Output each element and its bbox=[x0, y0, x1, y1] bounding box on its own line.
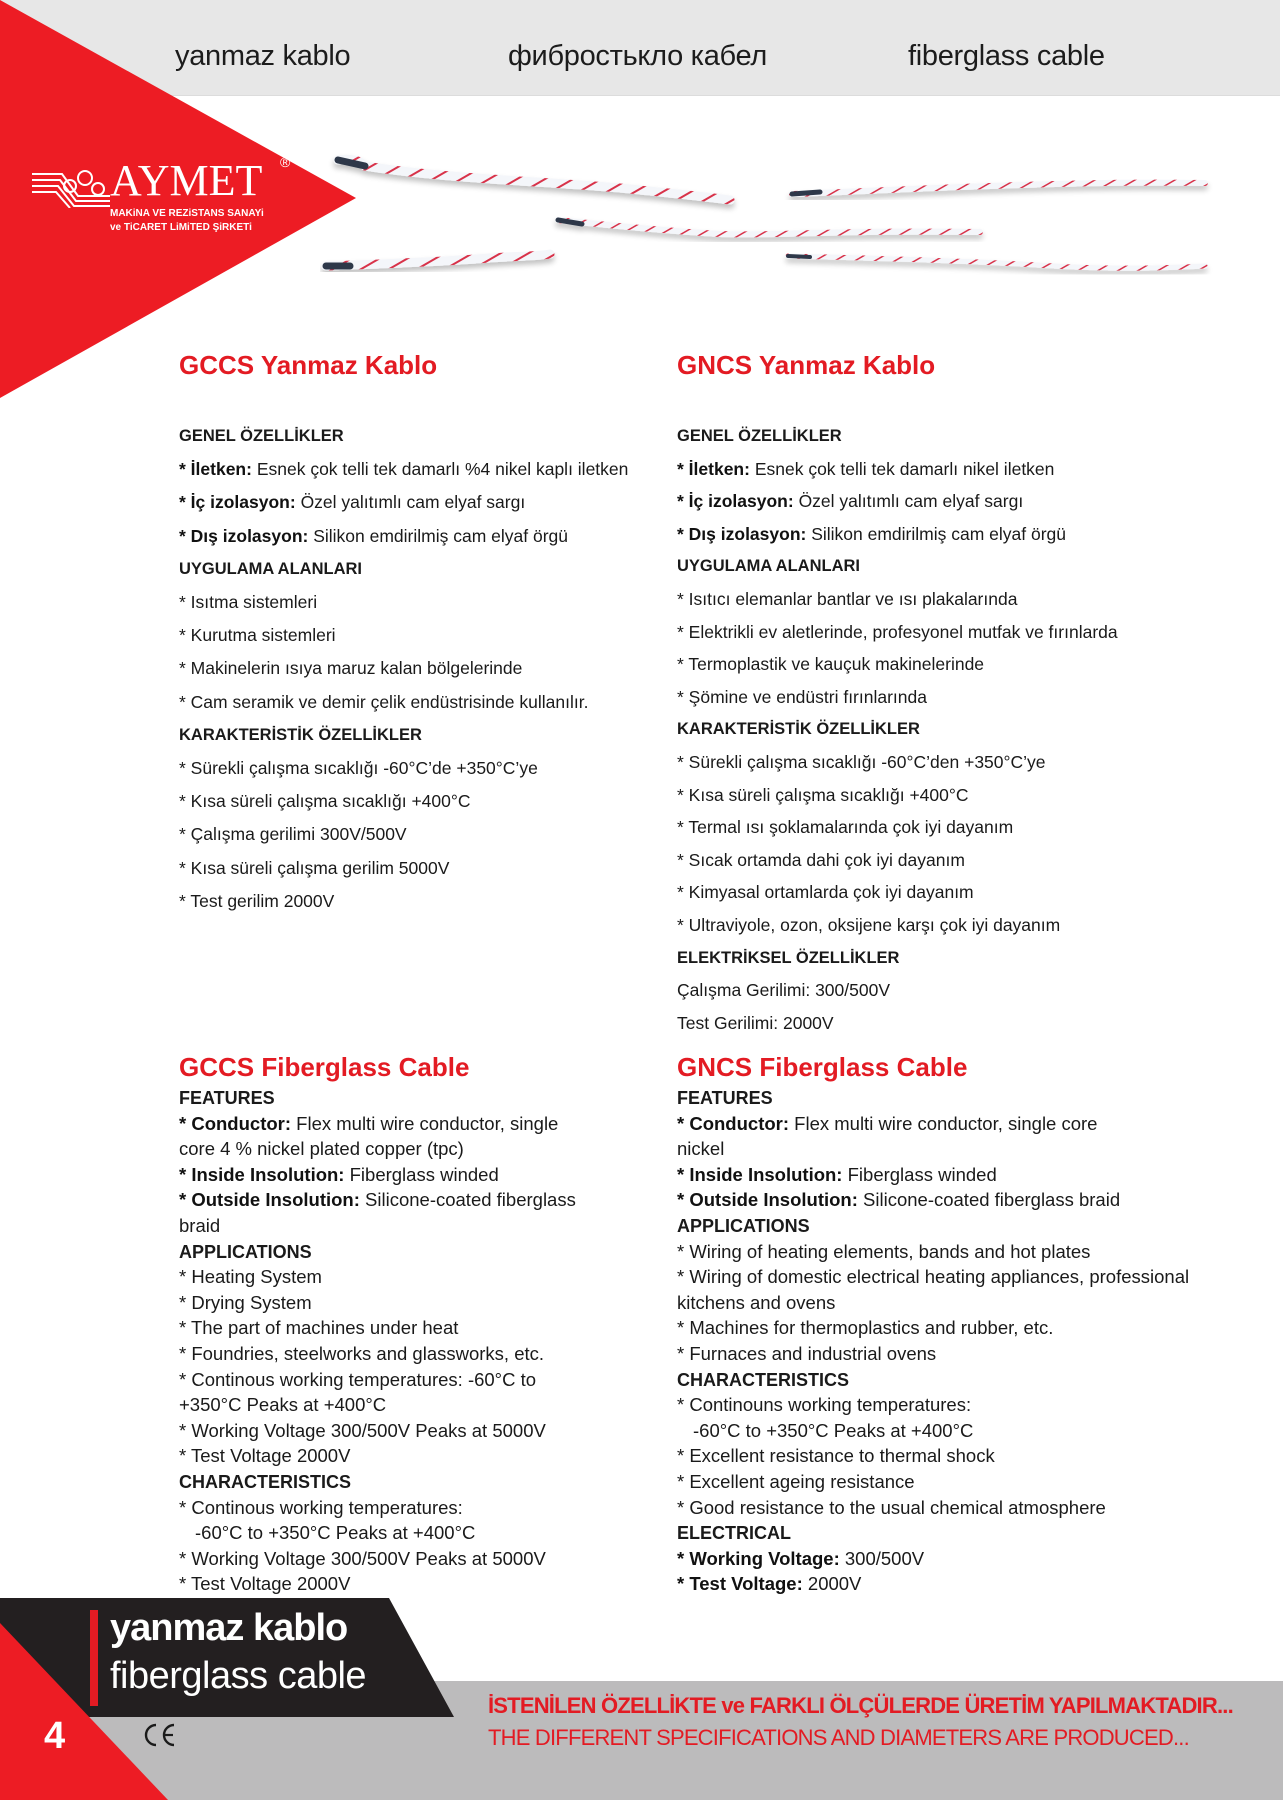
header-title-ukrainian: фибростькло кабел bbox=[508, 40, 767, 72]
spec-key: * Inside Insolution: bbox=[179, 1163, 345, 1185]
spec-line: * Continouns working temperatures: bbox=[677, 1394, 972, 1416]
spec-line: * Çalışma gerilimi 300V/500V bbox=[179, 824, 407, 845]
footer-accent-bar bbox=[90, 1610, 98, 1706]
spec-key: * İletken: bbox=[179, 459, 252, 480]
spec-value: 300/500V bbox=[839, 1547, 925, 1569]
spec-line: * Isıtıcı elemanlar bantlar ve ısı plakalarında bbox=[677, 589, 1018, 609]
subsection-heading: KARAKTERİSTİK ÖZELLİKLER bbox=[179, 725, 422, 744]
spec-line: * Working Voltage 300/500V Peaks at 5000V bbox=[179, 1419, 546, 1441]
section-title: GCCS Yanmaz Kablo bbox=[179, 350, 438, 380]
spec-line: * Test gerilim 2000V bbox=[179, 890, 335, 911]
spec-line: * Machines for thermoplastics and rubber, etc. bbox=[677, 1317, 1054, 1339]
footer-title-turkish: yanmaz kablo bbox=[110, 1607, 348, 1649]
logo-subtitle-2: ve TiCARET LiMiTED ŞiRKETi bbox=[110, 222, 252, 233]
subsection-heading: CHARACTERISTICS bbox=[677, 1369, 850, 1390]
spec-line bbox=[677, 1164, 997, 1186]
section-title: GNCS Fiberglass Cable bbox=[677, 1052, 968, 1082]
spec-value: Esnek çok telli tek damarlı %4 nikel kaplı iletken bbox=[251, 459, 629, 480]
spec-value: Fiberglass winded bbox=[344, 1163, 499, 1185]
ce-mark-icon bbox=[140, 1722, 180, 1753]
subsection-heading: KARAKTERİSTİK ÖZELLİKLER bbox=[677, 720, 920, 739]
spec-line: * Excellent resistance to thermal shock bbox=[677, 1445, 995, 1467]
spec-value: Özel yalıtımlı cam elyaf sargı bbox=[295, 492, 526, 513]
spec-value: Flex multi wire conductor, single core bbox=[789, 1112, 1098, 1134]
header-title-turkish: yanmaz kablo bbox=[175, 40, 351, 72]
spec-line: * Foundries, steelworks and glassworks, etc. bbox=[179, 1343, 545, 1364]
spec-line: * Heating System bbox=[179, 1266, 322, 1288]
spec-line: * Wiring of heating elements, bands and hot plates bbox=[677, 1240, 1091, 1262]
spec-line: * Good resistance to the usual chemical atmosphere bbox=[677, 1496, 1106, 1518]
spec-line: * Continous working temperatures: -60°C to bbox=[179, 1368, 537, 1390]
spec-key: * Conductor: bbox=[677, 1112, 790, 1134]
spec-line: * Termoplastik ve kauçuk makinelerinde bbox=[677, 654, 985, 675]
spec-key: * Inside Insolution: bbox=[677, 1163, 843, 1185]
spec-line: * Drying System bbox=[179, 1291, 312, 1313]
spec-line: * Cam seramik ve demir çelik endüstrisinde kullanılır. bbox=[179, 691, 589, 712]
spec-value: Esnek çok telli tek damarlı nikel iletken bbox=[749, 458, 1055, 479]
spec-value: 2000V bbox=[802, 1573, 862, 1595]
subsection-heading: APPLICATIONS bbox=[677, 1216, 810, 1236]
logo-registered-mark: ® bbox=[280, 154, 291, 170]
spec-line: * Test Voltage 2000V bbox=[179, 1445, 351, 1467]
spec-line: +350°C Peaks at +400°C bbox=[179, 1394, 387, 1416]
spec-line: * Continous working temperatures: bbox=[179, 1496, 463, 1518]
spec-value: Silicone-coated fiberglass bbox=[359, 1189, 576, 1211]
cable-3 bbox=[558, 220, 980, 234]
spec-line: * Makinelerin ısıya maruz kalan bölgelerinde bbox=[179, 658, 523, 679]
spec-line: * Elektrikli ev aletlerinde, profesyonel mutfak ve fırınlarda bbox=[677, 621, 1118, 642]
spec-key: * İç izolasyon: bbox=[677, 491, 794, 512]
spec-line: -60°C to +350°C Peaks at +400°C bbox=[195, 1522, 476, 1544]
spec-line bbox=[677, 1189, 1120, 1211]
spec-line: core 4 % nickel plated copper (tpc) bbox=[179, 1138, 464, 1160]
footer-black-band bbox=[0, 0, 470, 1800]
spec-line: * Termal ısı şoklamalarında çok iyi dayanım bbox=[677, 817, 1014, 838]
slogan-turkish: İSTENİLEN ÖZELLİKTE ve FARKLI ÖLÇÜLERDE ÜRETİM YAPILMAKTADIR... bbox=[488, 1693, 1233, 1718]
spec-key: * Conductor: bbox=[179, 1112, 292, 1134]
logo-brand: AYMET bbox=[110, 156, 263, 205]
spec-line: -60°C to +350°C Peaks at +400°C bbox=[693, 1419, 974, 1441]
spec-line: * Working Voltage 300/500V Peaks at 5000V bbox=[179, 1547, 546, 1569]
spec-line: * Sıcak ortamda dahi çok iyi dayanım bbox=[677, 849, 965, 870]
spec-key: * İç izolasyon: bbox=[179, 492, 296, 513]
spec-value: Özel yalıtımlı cam elyaf sargı bbox=[793, 491, 1024, 512]
spec-key: * Outside Insolution: bbox=[677, 1189, 858, 1211]
spec-value: Silikon emdirilmiş cam elyaf örgü bbox=[308, 525, 569, 546]
spec-line bbox=[677, 523, 1066, 545]
subsection-heading: APPLICATIONS bbox=[179, 1241, 312, 1262]
spec-key: * Dış izolasyon: bbox=[179, 525, 309, 546]
spec-line bbox=[677, 1573, 861, 1595]
spec-value: Silikon emdirilmiş cam elyaf örgü bbox=[806, 523, 1067, 544]
logo-subtitle-1: MAKiNA VE REZiSTANS SANAYi bbox=[110, 208, 264, 219]
subsection-heading: FEATURES bbox=[677, 1088, 773, 1108]
spec-line: * Wiring of domestic electrical heating appliances, professional bbox=[677, 1266, 1190, 1288]
header-title-english: fiberglass cable bbox=[908, 40, 1105, 72]
subsection-heading: ELEKTRİKSEL ÖZELLİKLER bbox=[677, 948, 900, 967]
spec-line: * The part of machines under heat bbox=[179, 1317, 459, 1339]
ce-mark-glyph bbox=[140, 1722, 180, 1748]
spec-line: * Kısa süreli çalışma sıcaklığı +400°C bbox=[179, 791, 471, 812]
spec-line: Test Gerilimi: 2000V bbox=[677, 1012, 834, 1033]
cable-5 bbox=[788, 256, 1205, 268]
spec-line: * Sürekli çalışma sıcaklığı -60°C’den +350°C’ye bbox=[677, 752, 1046, 772]
section-title: GCCS Fiberglass Cable bbox=[179, 1052, 470, 1082]
spec-key: * Working Voltage: bbox=[677, 1547, 840, 1569]
spec-line: * Furnaces and industrial ovens bbox=[677, 1343, 937, 1364]
subsection-heading: GENEL ÖZELLİKLER bbox=[179, 427, 344, 445]
spec-value: Flex multi wire conductor, single bbox=[291, 1112, 559, 1134]
subsection-heading: FEATURES bbox=[179, 1088, 275, 1108]
spec-line bbox=[677, 490, 1023, 512]
spec-key: * Test Voltage: bbox=[677, 1573, 803, 1595]
spec-key: * Outside Insolution: bbox=[179, 1189, 360, 1211]
spec-line bbox=[677, 1113, 1097, 1135]
spec-line: * Sürekli çalışma sıcaklığı -60°C’de +350°C’ye bbox=[179, 758, 538, 778]
slogan-english: THE DIFFERENT SPECIFICATIONS AND DIAMETERS ARE PRODUCED... bbox=[488, 1725, 1189, 1750]
footer-title-english: fiberglass cable bbox=[110, 1655, 367, 1697]
subsection-heading: UYGULAMA ALANLARI bbox=[677, 557, 861, 576]
subsection-heading: CHARACTERISTICS bbox=[179, 1472, 352, 1492]
spec-value: Silicone-coated fiberglass braid bbox=[857, 1189, 1121, 1211]
spec-key: * İletken: bbox=[677, 458, 750, 479]
spec-line: * Excellent ageing resistance bbox=[677, 1471, 915, 1492]
spec-key: * Dış izolasyon: bbox=[677, 523, 807, 544]
spec-line: kitchens and ovens bbox=[677, 1291, 836, 1313]
spec-line: nickel bbox=[677, 1138, 725, 1160]
page-number: 4 bbox=[44, 1715, 66, 1757]
spec-line: * Test Voltage 2000V bbox=[179, 1573, 351, 1595]
spec-line: * Kimyasal ortamlarda çok iyi dayanım bbox=[677, 882, 974, 903]
spec-value: Fiberglass winded bbox=[842, 1163, 997, 1185]
spec-line: * Isıtma sistemleri bbox=[179, 592, 318, 612]
spec-line: * Şömine ve endüstri fırınlarında bbox=[677, 686, 927, 707]
subsection-heading: GENEL ÖZELLİKLER bbox=[677, 427, 842, 445]
subsection-heading: ELECTRICAL bbox=[677, 1523, 791, 1544]
section-title: GNCS Yanmaz Kablo bbox=[677, 350, 936, 380]
spec-line bbox=[677, 1548, 924, 1570]
cable-2 bbox=[792, 183, 1205, 194]
spec-line: * Kurutma sistemleri bbox=[179, 625, 336, 646]
subsection-heading: UYGULAMA ALANLARI bbox=[179, 559, 363, 578]
spec-line: * Kısa süreli çalışma sıcaklığı +400°C bbox=[677, 784, 969, 805]
spec-line: * Kısa süreli çalışma gerilim 5000V bbox=[179, 857, 450, 878]
spec-line: Çalışma Gerilimi: 300/500V bbox=[677, 980, 890, 1001]
spec-line: braid bbox=[179, 1215, 221, 1236]
spec-line bbox=[677, 458, 1054, 480]
spec-line: * Ultraviyole, ozon, oksijene karşı çok iyi dayanım bbox=[677, 915, 1061, 935]
